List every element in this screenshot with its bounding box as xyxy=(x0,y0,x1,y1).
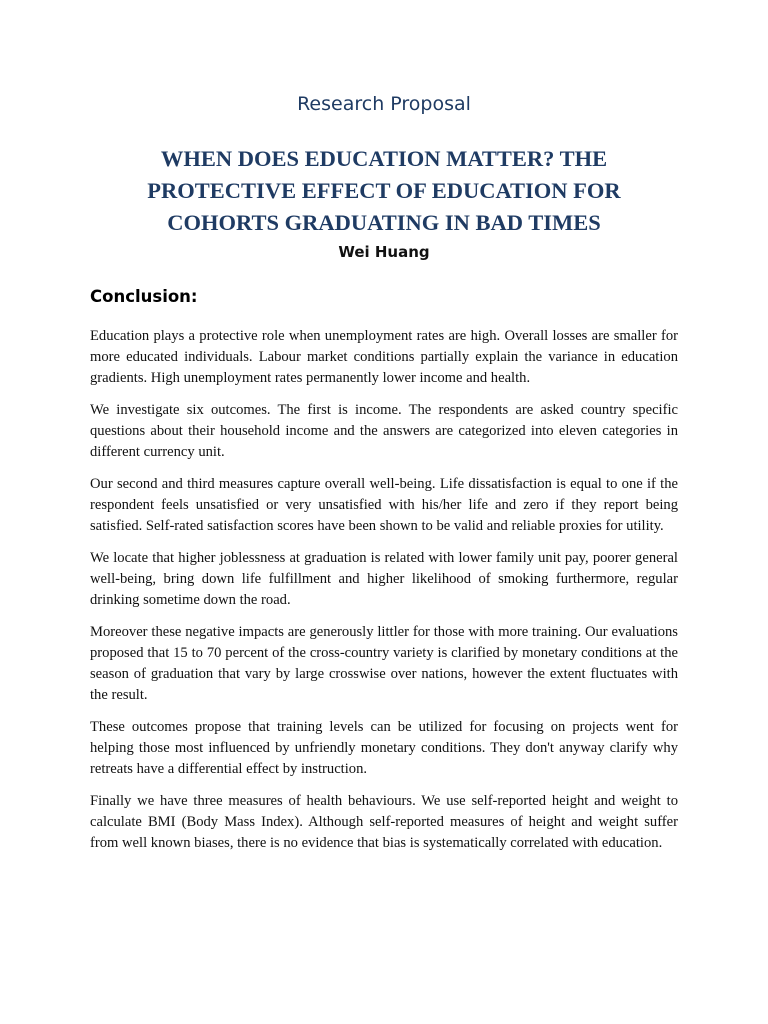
paragraph: These outcomes propose that training levels can be utilized for focusing on projects went for helping those most influenced by unfriendly monetary conditions. They don't anyway clarify why retreats have a differential effect by instruction. xyxy=(90,719,678,777)
document-title xyxy=(90,143,678,239)
title-line: WHEN DOES EDUCATION MATTER? THE xyxy=(160,146,608,171)
paragraph: Finally we have three measures of health behaviours. We use self-reported height and weight to calculate BMI (Body Mass Index). Although self-reported measures of height and weight suffer from well known biases, there is no evidence that bias is systematically correlated with education. xyxy=(90,793,678,851)
author-name: Wei Huang xyxy=(338,243,430,261)
paragraph: Our second and third measures capture overall well-being. Life dissatisfaction is equal to one if the respondent feels unsatisfied or very unsatisfied with his/her life and zero if they report being satisfied. Self-rated satisfaction scores have been shown to be valid and reliable proxies for utility. xyxy=(90,476,678,534)
title-line: COHORTS GRADUATING IN BAD TIMES xyxy=(167,210,601,235)
document-body xyxy=(90,326,678,865)
section-heading: Conclusion: xyxy=(90,287,198,306)
paragraph: We locate that higher joblessness at graduation is related with lower family unit pay, poorer general well-being, bring down life fulfillment and higher likelihood of smoking furthermore, regular drinking sometime down the road. xyxy=(90,550,678,608)
document-label: Research Proposal xyxy=(297,93,471,115)
paragraph: Education plays a protective role when unemployment rates are high. Overall losses are smaller for more educated individuals. Labour market conditions partially explain the variance in education gradients. High unemployment rates permanently lower income and health. xyxy=(90,328,678,386)
paragraph: Moreover these negative impacts are generously littler for those with more training. Our evaluations proposed that 15 to 70 percent of the cross-country variety is clarified by monetary conditions at the season of graduation that vary by large crosswise over nations, however the extent fluctuates with the result. xyxy=(90,624,678,703)
paragraph: We investigate six outcomes. The first is income. The respondents are asked country specific questions about their household income and the answers are categorized into eleven categories in different currency unit. xyxy=(90,402,678,460)
title-line: PROTECTIVE EFFECT OF EDUCATION FOR xyxy=(147,178,621,203)
